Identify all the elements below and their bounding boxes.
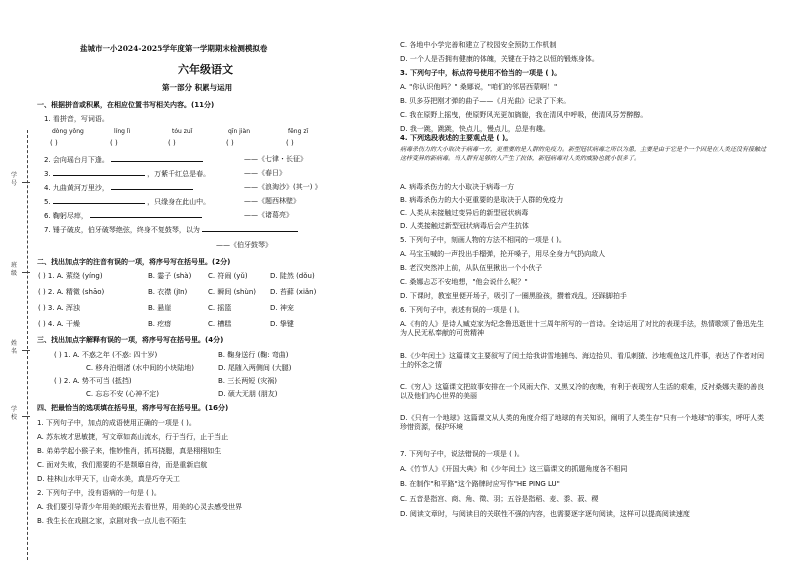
q5-option: A. 马宝玉喊的一声投出手榴弹，抡开嗓子，用尽全身力气扔向敌人	[400, 250, 606, 258]
s2-row-3-b: B. 悬崖	[148, 304, 172, 312]
s2-row-2-b: B. 衣襟 (jīn)	[148, 288, 188, 296]
section-2-title: 二、找出加点字的注音有误的一项，将序号写在括号里。(2分)	[37, 258, 231, 266]
q4-option: C. 人类从未接触过变异后的新型冠状病毒	[400, 209, 529, 217]
s2-row-3-c: C. 摇篮	[208, 304, 232, 312]
q4-option: D. 人类接触过新型冠状病毒后会产生抗体	[400, 222, 529, 230]
question-5: 5. 下列句子中，刻画人物的方法不相同的一项是 ( )。	[400, 236, 566, 244]
poem-source: ——《题西林壁》	[244, 197, 300, 205]
poem-line	[44, 155, 203, 165]
side-line	[22, 182, 30, 183]
s4-q2-option: A. 我们要引导青少年用美的眼光去看世界，用美的心灵去感受世界	[37, 503, 243, 511]
pinyin-5: fēng zī	[288, 128, 309, 135]
poem-text: 6. 鞠躬尽瘁，	[44, 212, 88, 220]
q3-option: B. 贝多芬把刚才弹的曲子——《月光曲》记录了下来。	[400, 97, 571, 105]
r-option: D. 一个人是否拥有健康的体魄，关键在于持之以恒的锻炼身体。	[400, 55, 599, 63]
poem-text: 3.	[44, 170, 53, 178]
poem-text: ，万紫千红总是春。	[147, 170, 211, 178]
s4-question-2: 2. 下列句子中，没有语病的一句是 ( )。	[37, 489, 161, 497]
s2-row-1-b: B. 霎子 (shà)	[148, 272, 192, 280]
question-3: 3. 下列句子中，标点符号使用不恰当的一项是 ( )。	[400, 69, 562, 77]
poem-source: ——《诸葛亮》	[244, 211, 293, 219]
answer-bracket[interactable]: ( )	[110, 139, 118, 147]
side-label-school: 学校	[10, 406, 17, 421]
binding-line	[27, 130, 28, 560]
side-line	[22, 350, 30, 351]
s3-row-1-a: ( ) 1. A. 不惑之年 (不惑: 四十岁)	[54, 351, 158, 359]
s2-row-4-c: C. 槽糕	[208, 320, 232, 328]
blank-line[interactable]	[90, 211, 202, 218]
q7-option: C. 五音是指宫、商、角、徵、羽；五谷是指稻、麦、黍、菽、稷	[400, 495, 599, 503]
s3-row-2-b: D. 尾随入两侧间 (大腿)	[218, 364, 292, 372]
poem-line	[44, 169, 210, 179]
q6-option: B.《少年闰土》这篇课文主要叙写了闰土给我讲雪地捕鸟、海边拾贝、看瓜刺猹、沙地观鱼这几件事，表达了作者对闰土的怀念之情	[400, 352, 765, 369]
poem-source: ——《浪淘沙》(其一) 》	[244, 183, 322, 191]
question-text: 7. 锤子破皮，伯牙破琴绝弦，终身不复鼓琴，以为	[44, 226, 200, 234]
s2-row-1-a: ( ) 1. A. 萦绕 (yíng)	[38, 272, 103, 280]
poem-line	[44, 211, 202, 221]
q3-option: C. 我在原野上摇曳，使原野风光更加旖旎，我在清风中呼吸，使清风芬芳醉醇。	[400, 111, 648, 119]
s2-row-3-d: D. 神宠	[270, 304, 294, 312]
s4-q2-option: B. 我生长在戏剧之家，京剧对我一点儿也不陌生	[37, 517, 187, 525]
r-option: C. 各地中小学完善和建立了校园安全预防工作机制	[400, 41, 557, 49]
q3-option: D. 我一跳，跳跳，快点儿，慢点儿，总是有趣。	[400, 125, 550, 133]
blank-line[interactable]	[53, 169, 145, 176]
s2-row-1-c: C. 符闹 (yǔ)	[208, 272, 248, 280]
q6-option: A.《有的人》是诗人臧克家为纪念鲁迅逝世十三周年所写的一首诗。全诗运用了对比的表现手法，热情歌颂了鲁迅先生为人民无私奉献的可贵精神	[400, 320, 764, 337]
section-3-title: 三、找出加点字解释有误的一项，将序号写在括号里。(4分)	[37, 336, 224, 344]
s4-q1-option: C. 面对失败，我们需要的不是颓靡自待，而是重新启航	[37, 461, 208, 469]
s2-row-4-d: D. 挚键	[270, 320, 294, 328]
answer-bracket[interactable]: ( )	[286, 139, 294, 147]
s4-question-1: 1. 下列句子中，加点的成语使用正确的一项是 ( )。	[37, 419, 196, 427]
question-6: 6. 下列句子中，表述有误的一项是 ( )。	[400, 306, 524, 314]
s4-q1-option: A. 苏东坡才思敏捷，写文章如高山流水，行于当行，止于当止	[37, 433, 229, 441]
pinyin-1: dòng yǒng	[52, 128, 84, 135]
question-7-source: ——《伯牙鼓琴》	[216, 241, 272, 249]
q5-option: B. 老汉突然冲上前，从队伍里揪出一个小伙子	[400, 264, 543, 272]
blank-line[interactable]	[111, 183, 193, 190]
s3-row-2-a: C. 移舟泊烟渚 (水中间的小块陆地)	[86, 364, 195, 372]
q7-option: B. 在制作"和平路"这个路牌时应写作"HE PING LU"	[400, 480, 560, 488]
q5-option: C. 桑娜忐忑不安地想，"他会说什么呢？"	[400, 278, 528, 286]
part-title: 第一部分 积累与运用	[162, 83, 233, 92]
exam-title: 盐城市一小2024-2025学年度第一学期期末检测模拟卷	[80, 44, 268, 53]
poem-line	[44, 197, 210, 207]
blank-line[interactable]	[202, 225, 298, 232]
question-7	[44, 225, 298, 235]
answer-bracket[interactable]: ( )	[168, 139, 176, 147]
s2-row-4-a: ( ) 4. A. 干燥	[38, 320, 80, 328]
grade-title: 六年级语文	[178, 63, 233, 76]
s2-row-3-a: ( ) 3. A. 浑浊	[38, 304, 80, 312]
q7-option: A.《竹节人》《开国大典》和《少年闰土》这三篇课文的抓题角度各不相同	[400, 465, 628, 473]
side-line	[22, 272, 30, 273]
section-1-title: 一、根据拼音或积累，在相应位置书写相关内容。(11分)	[37, 101, 215, 109]
poem-text: 4. 九曲黄河万里沙，	[44, 184, 109, 192]
side-label-number: 学号	[10, 172, 17, 187]
poem-text: ，只缘身在此山中。	[147, 198, 211, 206]
q6-option: D.《只有一个地球》这篇课文从人类的角度介绍了地球的有关知识，阐明了人类生存"只有一个地球"的事实，呼吁人类珍惜资源，保护环境	[400, 414, 765, 431]
s2-row-4-b: B. 疙瘩	[148, 320, 172, 328]
q4-passage: 病毒杀伤力的大小取决于病毒一方，更重要的是人群的免疫力。新型冠状病毒之所以为患，主要是由于它是个一个因是在人类还没有接触过这样变异的新病毒。当人群有足够的人产生了抗体，新冠病毒对人类的威胁也就小很多了。	[400, 146, 767, 162]
question-1: 1. 看拼音，写词语。	[44, 115, 109, 123]
s2-row-2-a: ( ) 2. A. 精微 (shāo)	[38, 288, 105, 296]
s3-row-4-b: D. 硕大无朋 (朋友)	[218, 390, 278, 398]
s3-row-3-b: B. 三长两短 (灾祸)	[218, 377, 277, 385]
q7-option: D. 阅读文章时，与阅读目的关联性不强的内容，也需要逐字逐句阅读，这样可以提高阅读速度	[400, 510, 690, 518]
poem-text: 2. 会向瑶台月下逢。	[44, 156, 109, 164]
pinyin-2: líng lì	[114, 128, 131, 135]
poem-text: 5.	[44, 198, 53, 206]
q5-option: D. 下课时，教室里便开场子，吸引了一圈黑脸孩，攒着戏乱，还踩脚拍手	[400, 292, 627, 300]
side-label-class: 班级	[10, 262, 17, 277]
s2-row-2-d: D. 苔藓 (xiǎn)	[270, 288, 317, 296]
s2-row-2-c: C. 瞬间 (shùn)	[208, 288, 256, 296]
s4-q1-option: B. 弟弟学起小猴子来，惟妙惟肖，抓耳挠腮，真是栩栩如生	[37, 447, 222, 455]
question-4: 4. 下列选段表述的主要观点是 ( )。	[400, 134, 513, 142]
pinyin-4: qīn jiàn	[228, 128, 250, 135]
section-4-title: 四、把最恰当的选项填在括号里，将序号写在括号里。(16分)	[37, 404, 229, 412]
answer-bracket[interactable]: ( )	[50, 139, 58, 147]
answer-bracket[interactable]: ( )	[226, 139, 234, 147]
q4-option: A. 病毒杀伤力的大小取决于病毒一方	[400, 183, 515, 191]
s3-row-1-b: B. 鞠身送行 (鞠: 弯曲)	[218, 351, 289, 359]
poem-line	[44, 183, 193, 193]
q6-option: C.《穷人》这篇课文把故事安排在一个风雨大作、又黑又冷的夜晚，有利于表现穷人生活的艰难，反衬桑娜夫妻的善良以及他们内心世界的美丽	[400, 383, 765, 400]
q3-option: A. "你认识他吗？" 桑娜说，"咱们的邻居西蒙啊！"	[400, 83, 558, 91]
blank-line[interactable]	[53, 197, 145, 204]
side-line	[22, 416, 30, 417]
s4-q1-option: D. 桂林山水甲天下，山奇水美，真是巧夺天工	[37, 475, 180, 483]
q4-option: B. 病毒杀伤力的大小更重要的是取决于人群的免疫力	[400, 196, 564, 204]
side-label-name: 姓名	[10, 340, 17, 355]
s2-row-1-d: D. 陡然 (dǒu)	[270, 272, 315, 280]
question-7: 7. 下列句子中，说法错误的一项是 ( )。	[400, 450, 524, 458]
poem-source: ——《七律・长征》	[244, 155, 307, 163]
s3-row-4-a: C. 忘忘不安 (心神不定)	[86, 390, 160, 398]
poem-source: ——《春日》	[244, 169, 286, 177]
blank-line[interactable]	[111, 155, 203, 162]
s3-row-3-a: ( ) 2. A. 势不可当 (抵挡)	[54, 377, 132, 385]
pinyin-3: tóu zuǐ	[172, 128, 193, 135]
